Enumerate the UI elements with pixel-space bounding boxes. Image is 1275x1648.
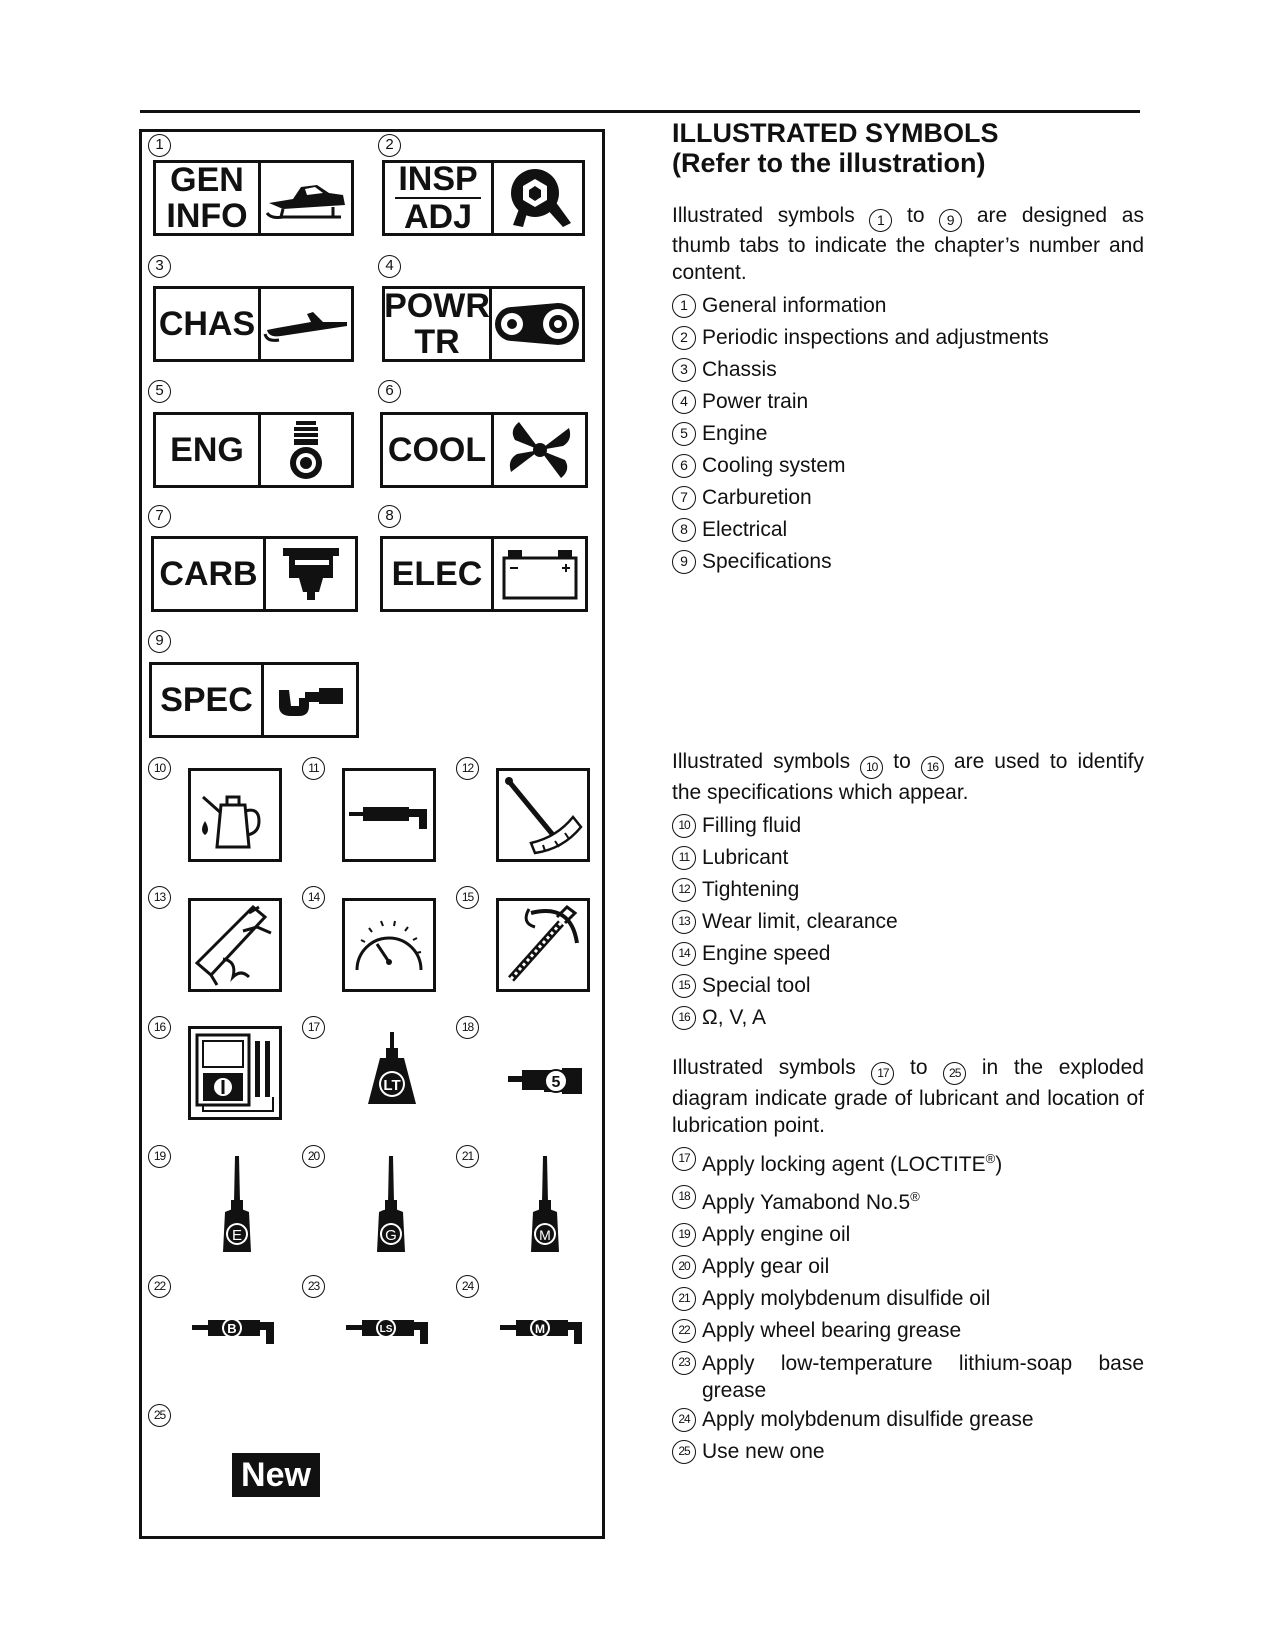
tab-carb-label: [154, 539, 266, 609]
new-part-icon: New: [232, 1453, 320, 1497]
list-item: [672, 482, 1144, 514]
list-number: 14: [672, 942, 696, 966]
symbol-number-10: 10: [148, 757, 171, 780]
list-text: Apply molybdenum disulfide oil: [702, 1287, 991, 1310]
list-item: [672, 1404, 1144, 1436]
list-item: [672, 546, 1144, 578]
tab-spec-label: [152, 665, 264, 735]
list-number: 13: [672, 910, 696, 934]
symbol-number-18: 18: [456, 1016, 479, 1039]
fan-icon: [494, 415, 585, 485]
para3-pre: Illustrated symbols: [672, 1056, 856, 1079]
intro-paragraph-2: [672, 748, 1144, 806]
list-number: 9: [672, 550, 696, 574]
list-text: Carburetion: [702, 486, 812, 509]
tab-powr-tr: [382, 286, 585, 362]
caliper-icon: [188, 898, 282, 992]
belt-pulley-icon: [492, 289, 582, 359]
list-text: General information: [702, 294, 887, 317]
list-number: 2: [672, 326, 696, 350]
list-number: 1: [672, 294, 696, 318]
para2-pre: Illustrated symbols: [672, 750, 851, 773]
list-number: 8: [672, 518, 696, 542]
tab-number-4: 4: [378, 255, 401, 278]
gear-oil-label: G: [385, 1227, 397, 1244]
tab-eng: [153, 412, 354, 488]
section-title: [672, 118, 1144, 178]
symbol-number-11: 11: [302, 757, 325, 780]
tab-cool: [380, 412, 588, 488]
list-text: Apply molybdenum disulfide grease: [702, 1408, 1034, 1431]
symbol-number-15: 15: [456, 886, 479, 909]
para3-num-a: 17: [871, 1062, 894, 1085]
list-item: [672, 810, 1144, 842]
bearing-grease-label: B: [227, 1321, 237, 1336]
gear-oil-icon: [366, 1150, 416, 1260]
list-item: [672, 906, 1144, 938]
list-text: Apply gear oil: [702, 1255, 830, 1278]
list-item: [672, 1002, 1144, 1034]
list-text: Engine: [702, 422, 768, 445]
list-text: Specifications: [702, 550, 832, 573]
tab-elec-line1: ELEC: [391, 555, 483, 593]
locking-agent-icon: [352, 1030, 432, 1110]
tab-cool-label: [383, 415, 494, 485]
para3-post: in the exploded diagram indicate grade of lubricant and location of lubrication point.: [672, 1056, 1144, 1137]
tab-gen-info-line2: INFO: [166, 197, 248, 235]
list-number: 25: [672, 1440, 696, 1464]
symbol-number-12: 12: [456, 757, 479, 780]
list-number: 18: [672, 1185, 696, 1209]
symbol-number-17: 17: [302, 1016, 325, 1039]
micrometer-icon: [264, 665, 356, 735]
tab-powr-tr-line1: POWR: [384, 287, 490, 325]
list-text: Ω, V, A: [702, 1006, 766, 1029]
chapter-list: [672, 290, 1144, 578]
list-text: Lubricant: [702, 846, 789, 869]
bearing-grease-icon: [190, 1310, 280, 1350]
moly-grease-label: M: [535, 1322, 545, 1336]
list-number: 16: [672, 1006, 696, 1030]
list-number: 15: [672, 974, 696, 998]
tab-chas-line1: CHAS: [158, 305, 256, 343]
tab-eng-label: [156, 415, 261, 485]
special-tool-icon: [496, 898, 590, 992]
list-number: 23: [672, 1351, 696, 1375]
list-number: 6: [672, 454, 696, 478]
list-number: 24: [672, 1408, 696, 1432]
list-text-after: ): [995, 1153, 1003, 1176]
piston-icon: [261, 415, 351, 485]
list-item: [672, 874, 1144, 906]
list-text: Electrical: [702, 518, 788, 541]
tab-gen-info-line1: GEN: [170, 161, 244, 199]
symbol-number-22: 22: [148, 1275, 171, 1298]
tab-cool-line1: COOL: [387, 431, 487, 469]
list-text: Filling fluid: [702, 814, 802, 837]
list-item: [672, 450, 1144, 482]
tab-chas-label: [156, 289, 261, 359]
tab-number-5: 5: [148, 380, 171, 403]
tab-number-2: 2: [378, 134, 401, 157]
tab-number-1: 1: [148, 134, 171, 157]
list-text: Apply locking agent (LOCTITE: [702, 1153, 986, 1176]
lithium-grease-label: LS: [379, 1324, 393, 1335]
tab-number-9: 9: [148, 630, 171, 653]
tab-carb-line1: CARB: [159, 555, 258, 593]
para1-post: are designed as thumb tabs to indicate the chapter’s number and content.: [672, 204, 1144, 284]
tab-insp-adj: [382, 160, 585, 236]
tab-elec: [380, 536, 588, 612]
tab-gen-info: [153, 160, 354, 236]
torque-wrench-icon: [496, 768, 590, 862]
tab-number-7: 7: [148, 505, 171, 528]
registered-mark: ®: [985, 1151, 996, 1166]
symbol-number-25: 25: [148, 1404, 171, 1427]
list-number: 11: [672, 846, 696, 870]
symbol-number-19: 19: [148, 1145, 171, 1168]
list-item: [672, 1347, 1144, 1404]
list-item: [672, 1283, 1144, 1315]
list-item: [672, 1219, 1144, 1251]
list-item: [672, 290, 1144, 322]
para2-mid: to: [893, 750, 911, 773]
list-number: 7: [672, 486, 696, 510]
para2-num-b: 16: [921, 756, 944, 779]
tab-insp-adj-label: [385, 160, 494, 236]
tab-number-6: 6: [378, 380, 401, 403]
list-number: 12: [672, 878, 696, 902]
symbol-number-23: 23: [302, 1275, 325, 1298]
tab-number-3: 3: [148, 255, 171, 278]
multimeter-icon: [188, 1026, 282, 1120]
chassis-icon: [261, 289, 351, 359]
list-item: [672, 322, 1144, 354]
para2-post: are used to identify the specifications which appear.: [672, 750, 1144, 804]
tab-insp-adj-line2: ADJ: [403, 198, 473, 236]
symbols-description: [672, 118, 1144, 1468]
snowmobile-icon: [261, 163, 351, 233]
list-text: Cooling system: [702, 454, 846, 477]
para1-num-b: 9: [939, 209, 962, 232]
tab-eng-line1: ENG: [170, 431, 244, 469]
lubrication-list: [672, 1143, 1144, 1468]
tab-number-8: 8: [378, 505, 401, 528]
wrench-nut-icon: [494, 163, 582, 233]
tab-elec-label: [383, 539, 494, 609]
para2-num-a: 10: [860, 756, 883, 779]
list-number: 20: [672, 1255, 696, 1279]
symbol-number-16: 16: [148, 1016, 171, 1039]
locking-agent-label: LT: [383, 1077, 401, 1094]
tab-powr-tr-label: [385, 289, 492, 359]
symbol-number-20: 20: [302, 1145, 325, 1168]
oil-can-icon: [188, 768, 282, 862]
list-number: 22: [672, 1319, 696, 1343]
list-text: Chassis: [702, 358, 777, 381]
tab-gen-info-label: [156, 163, 261, 233]
symbol-number-21: 21: [456, 1145, 479, 1168]
list-number: 10: [672, 814, 696, 838]
list-item: [672, 842, 1144, 874]
para1-num-a: 1: [869, 209, 892, 232]
list-number: 4: [672, 390, 696, 414]
list-item: [672, 514, 1144, 546]
tab-insp-adj-line1: INSP: [398, 160, 478, 198]
list-text: Use new one: [702, 1440, 825, 1463]
section-title-line2: (Refer to the illustration): [672, 148, 986, 178]
engine-oil-label: E: [231, 1227, 243, 1244]
carburetor-icon: [266, 539, 355, 609]
list-text: Periodic inspections and adjustments: [702, 326, 1049, 349]
list-item: [672, 354, 1144, 386]
intro-paragraph-3: [672, 1054, 1144, 1139]
para3-mid: to: [910, 1056, 928, 1079]
intro-paragraph-1: [672, 202, 1144, 286]
list-item: [672, 938, 1144, 970]
header-rule: [140, 110, 1140, 113]
list-text: Apply Yamabond No.5: [702, 1191, 911, 1214]
section-title-line1: ILLUSTRATED SYMBOLS: [672, 118, 999, 148]
list-text: Special tool: [702, 974, 811, 997]
tachometer-icon: [342, 898, 436, 992]
list-number: 5: [672, 422, 696, 446]
symbol-number-13: 13: [148, 886, 171, 909]
tab-spec-line1: SPEC: [160, 681, 253, 719]
list-item: [672, 970, 1144, 1002]
registered-mark: ®: [910, 1189, 920, 1204]
list-item: [672, 1251, 1144, 1283]
lithium-grease-icon: [344, 1310, 434, 1350]
tab-powr-tr-line2: TR: [414, 323, 460, 361]
tab-spec: [149, 662, 359, 738]
specification-list: [672, 810, 1144, 1034]
list-number: 19: [672, 1223, 696, 1247]
tab-chas: [153, 286, 354, 362]
list-text: Wear limit, clearance: [702, 910, 898, 933]
list-number: 17: [672, 1147, 696, 1171]
list-item: [672, 1143, 1144, 1181]
list-item: [672, 386, 1144, 418]
moly-oil-icon: [520, 1150, 570, 1260]
list-item: [672, 1181, 1144, 1219]
para1-pre: Illustrated symbols: [672, 204, 855, 227]
tab-carb: [151, 536, 358, 612]
moly-grease-icon: [498, 1310, 588, 1350]
list-text: Apply wheel bearing grease: [702, 1319, 962, 1342]
para3-num-b: 25: [943, 1062, 966, 1085]
engine-oil-icon: [212, 1150, 262, 1260]
list-number: 3: [672, 358, 696, 382]
para1-mid: to: [907, 204, 925, 227]
symbol-number-24: 24: [456, 1275, 479, 1298]
list-text: Tightening: [702, 878, 800, 901]
sealant-tube-icon: [506, 1060, 586, 1100]
list-item: [672, 1436, 1144, 1468]
symbol-number-14: 14: [302, 886, 325, 909]
moly-oil-label: M: [539, 1227, 551, 1243]
list-text: Engine speed: [702, 942, 831, 965]
list-text: Apply engine oil: [702, 1223, 851, 1246]
list-item: [672, 418, 1144, 450]
grease-gun-icon: [342, 768, 436, 862]
list-item: [672, 1315, 1144, 1347]
list-text: Power train: [702, 390, 809, 413]
list-number: 21: [672, 1287, 696, 1311]
sealant-label: 5: [551, 1074, 561, 1091]
battery-icon: [494, 539, 585, 609]
list-text: Apply low-temperature lithium-soap base grease: [702, 1352, 1144, 1402]
